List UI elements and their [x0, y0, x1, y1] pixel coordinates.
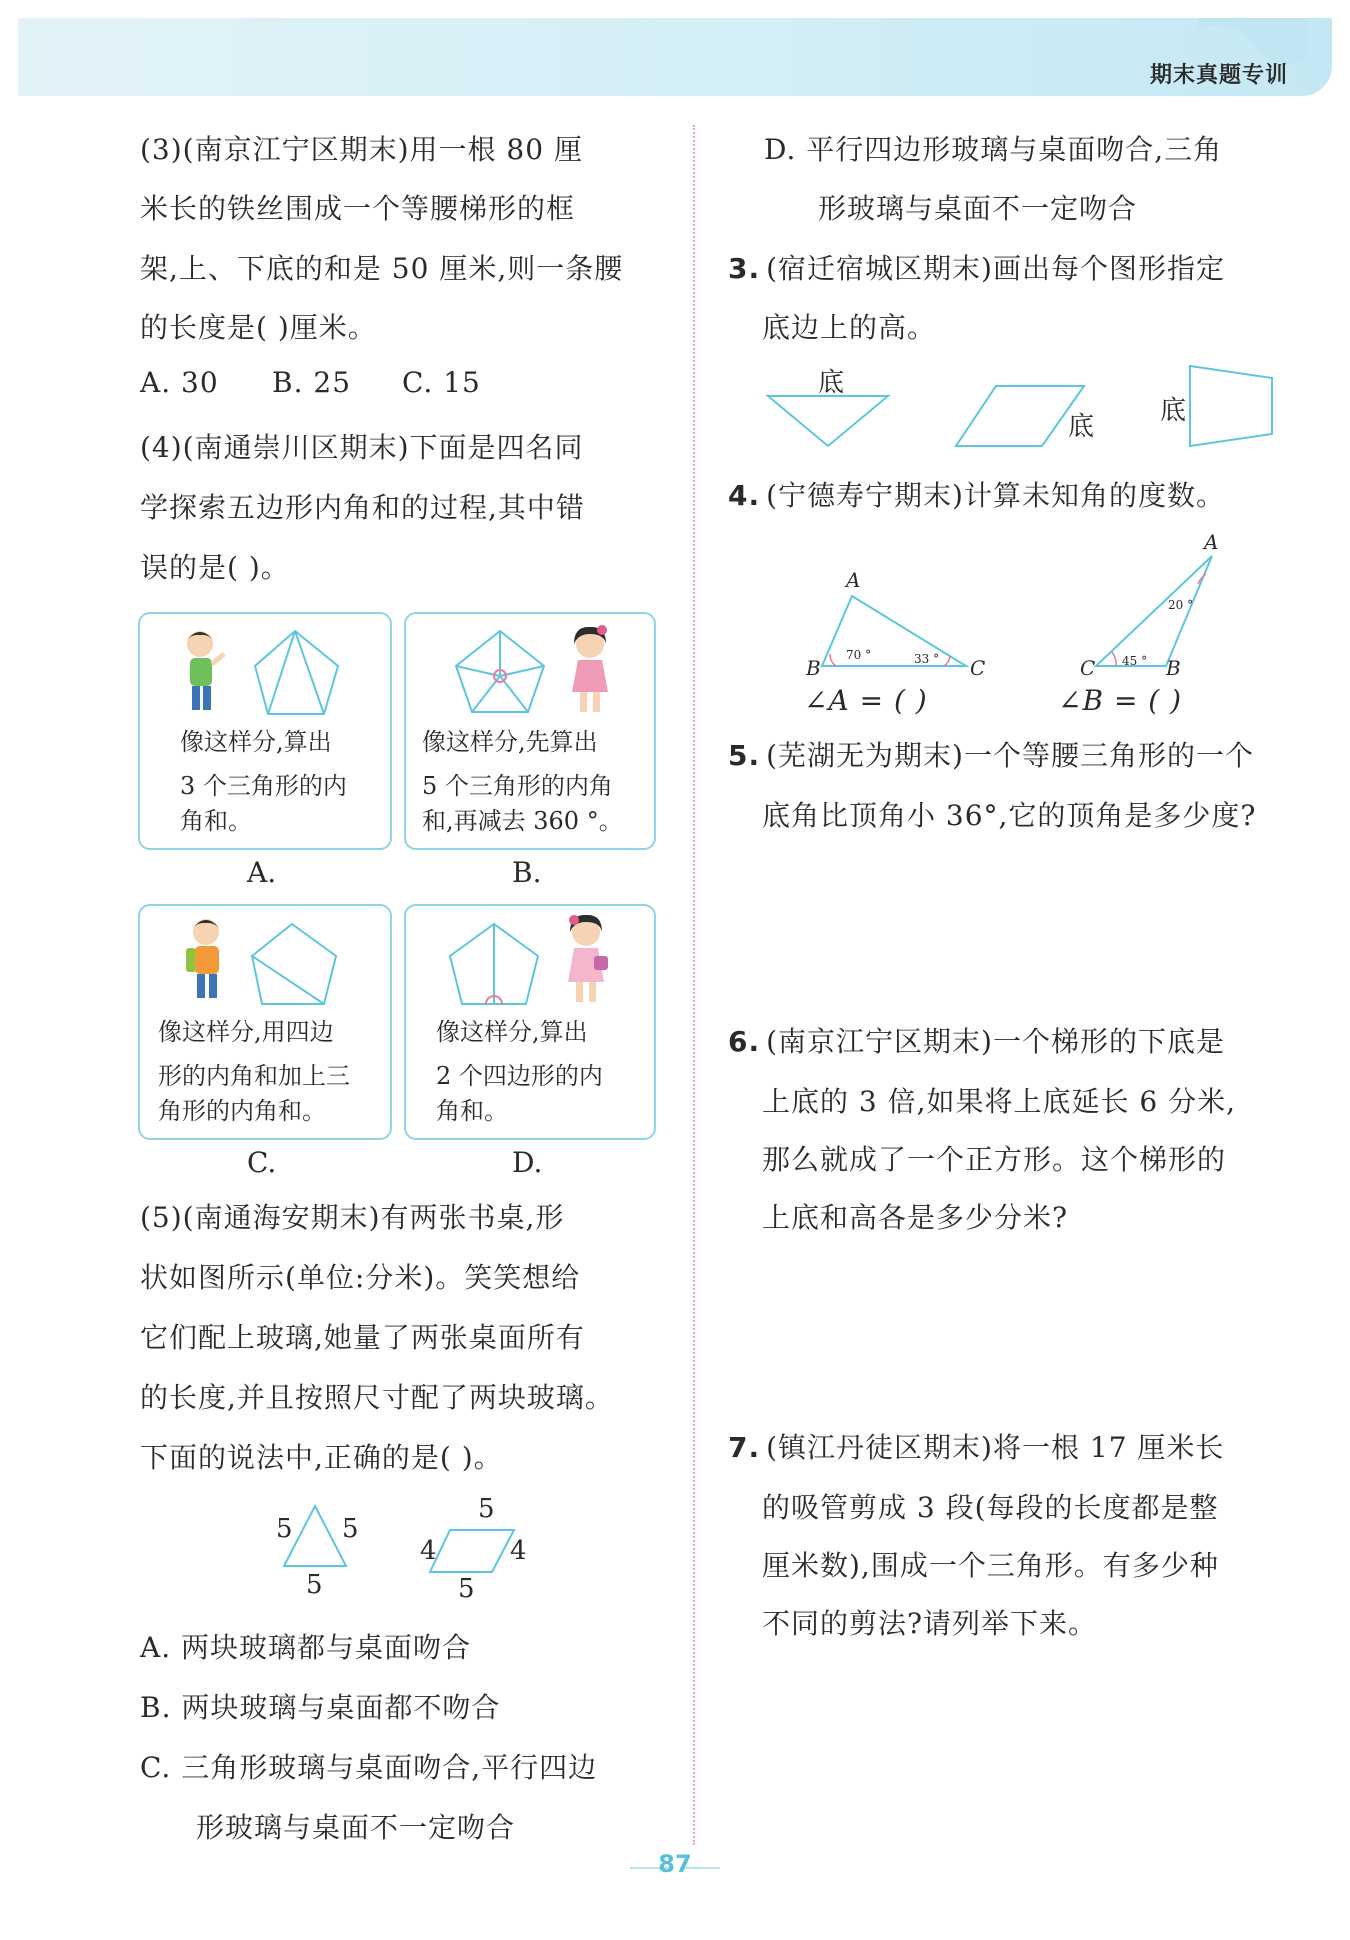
p3-line-1 [728, 247, 1225, 287]
p6-line-3: 那么就成了一个正方形。这个梯形的 [762, 1143, 1227, 1176]
girl-bag-icon [562, 912, 612, 1008]
q5-line-1: (5)(南通海安期末)有两张书桌,形 [140, 1201, 565, 1234]
p6-line-1 [728, 1020, 1225, 1060]
p3-line-2: 底边上的高。 [762, 311, 937, 344]
p4-tri2-angle-a: 20 ° [1168, 598, 1194, 612]
p4-line-1 [728, 474, 1225, 514]
p7-line-2: 的吸管剪成 3 段(每段的长度都是整 [762, 1491, 1219, 1524]
q3-option-b: B. 25 [272, 366, 352, 399]
card-d-text-1: 像这样分,算出 [436, 1018, 588, 1046]
card-a-text-1: 像这样分,算出 [180, 728, 332, 756]
p4-text-1: (宁德寿宁期末)计算未知角的度数。 [766, 479, 1225, 512]
pentagon-split-b-icon [452, 626, 552, 721]
q5-line-4: 的长度,并且按照尺寸配了两块玻璃。 [140, 1381, 614, 1414]
q5-line-3: 它们配上玻璃,她量了两张桌面所有 [140, 1321, 585, 1354]
q3-line-1: (3)(南京江宁区期末)用一根 80 厘 [140, 133, 583, 166]
p3-base-label-2: 底 [1068, 412, 1095, 442]
p4-tri2-answer: ∠B = ( ) [1058, 684, 1183, 717]
p6-line-2: 上底的 3 倍,如果将上底延长 6 分米, [762, 1085, 1237, 1118]
parallelogram-side-right: 4 [510, 1536, 527, 1566]
q5-option-c-line-1: C. 三角形玻璃与桌面吻合,平行四边 [140, 1751, 598, 1784]
q5-option-b: B. 两块玻璃与桌面都不吻合 [140, 1691, 501, 1724]
column-divider [693, 125, 695, 1845]
q4-line-1: (4)(南通崇川区期末)下面是四名同 [140, 431, 584, 464]
p5-number: 5. [728, 739, 761, 772]
p4-tri1-vertex-b: B [806, 656, 821, 680]
card-c-text-1: 像这样分,用四边 [158, 1018, 334, 1046]
p7-line-1 [728, 1426, 1224, 1466]
p3-base-label-1: 底 [818, 368, 845, 398]
triangle-side-right: 5 [342, 1514, 359, 1544]
card-b-text-3: 和,再减去 360 °。 [422, 807, 623, 835]
card-b-text-2: 5 个三角形的内角 [422, 772, 613, 800]
parallelogram-desk-figure [428, 1526, 518, 1576]
q5-option-d-line-2: 形玻璃与桌面不一定吻合 [818, 192, 1138, 225]
p5-text-1: (芜湖无为期末)一个等腰三角形的一个 [766, 739, 1254, 772]
q4-card-d [404, 904, 656, 1140]
p3-inverted-triangle [766, 394, 890, 448]
card-c-text-3: 角形的内角和。 [158, 1097, 326, 1125]
page-number: 87 [658, 1850, 692, 1878]
p4-tri1-angle-c: 33 ° [914, 652, 940, 666]
triangle-side-left: 5 [276, 1514, 293, 1544]
girl-icon [566, 624, 616, 719]
card-b-text-1: 像这样分,先算出 [422, 728, 598, 756]
pentagon-split-d-icon [446, 920, 546, 1010]
p4-tri2-vertex-c: C [1080, 656, 1096, 680]
p6-text-1: (南京江宁区期末)一个梯形的下底是 [766, 1025, 1225, 1058]
q3-line-4: 的长度是( )厘米。 [140, 311, 377, 344]
card-a-text-2: 3 个三角形的内 [180, 772, 347, 800]
q4-line-3: 误的是( )。 [140, 551, 290, 584]
boy-backpack-icon [182, 914, 232, 1006]
card-c-letter: C. [247, 1146, 277, 1179]
p4-tri2-vertex-b: B [1166, 656, 1181, 680]
card-b-letter: B. [512, 856, 542, 889]
p3-parallelogram [954, 384, 1086, 448]
q4-card-c [138, 904, 392, 1140]
p7-line-3: 厘米数),围成一个三角形。有多少种 [762, 1549, 1219, 1582]
p7-line-4: 不同的剪法?请列举下来。 [762, 1607, 1098, 1640]
p6-line-4: 上底和高各是多少分米? [762, 1201, 1069, 1234]
parallelogram-side-left: 4 [420, 1536, 437, 1566]
p4-tri1-vertex-c: C [970, 656, 986, 680]
q5-option-a: A. 两块玻璃都与桌面吻合 [140, 1631, 472, 1664]
q3-line-2: 米长的铁丝围成一个等腰梯形的框 [140, 192, 576, 225]
page-header-title: 期末真题专训 [1149, 63, 1288, 88]
p3-trapezoid [1186, 364, 1276, 450]
pentagon-split-c-icon [248, 920, 348, 1010]
card-d-text-2: 2 个四边形的内 [436, 1062, 603, 1090]
p4-tri1-vertex-a: A [846, 568, 861, 592]
header-band [18, 18, 1332, 96]
q5-option-d-line-1: D. 平行四边形玻璃与桌面吻合,三角 [764, 133, 1223, 166]
p4-tri1-answer: ∠A = ( ) [804, 684, 928, 717]
p5-line-2: 底角比顶角小 36°,它的顶角是多少度? [762, 799, 1257, 832]
card-d-letter: D. [512, 1146, 543, 1179]
card-c-text-2: 形的内角和加上三 [158, 1062, 350, 1090]
q5-line-2: 状如图所示(单位:分米)。笑笑想给 [140, 1261, 581, 1294]
p7-number: 7. [728, 1431, 761, 1464]
q3-option-c: C. 15 [402, 366, 481, 399]
p4-triangle-1 [820, 594, 970, 670]
q4-card-b [404, 612, 656, 850]
p6-number: 6. [728, 1025, 761, 1058]
q3-line-3: 架,上、下底的和是 50 厘米,则一条腰 [140, 252, 624, 285]
p5-line-1 [728, 734, 1254, 774]
card-a-text-3: 角和。 [180, 807, 252, 835]
triangle-side-bottom: 5 [306, 1570, 323, 1600]
card-a-letter: A. [247, 856, 277, 889]
q3-option-a: A. 30 [140, 366, 219, 399]
p3-text-1: (宿迁宿城区期末)画出每个图形指定 [766, 252, 1225, 285]
card-d-text-3: 角和。 [436, 1097, 508, 1125]
p4-tri2-vertex-a: A [1204, 530, 1219, 554]
p7-text-1: (镇江丹徒区期末)将一根 17 厘米长 [766, 1431, 1225, 1464]
q4-card-a [138, 612, 392, 850]
p4-tri1-angle-b: 70 ° [846, 648, 872, 662]
q4-line-2: 学探索五边形内角和的过程,其中错 [140, 491, 585, 524]
parallelogram-side-top: 5 [478, 1494, 495, 1524]
boy-icon [178, 626, 228, 716]
p4-triangle-2 [1094, 554, 1216, 670]
p3-base-label-3: 底 [1160, 396, 1187, 426]
p4-tri2-angle-c: 45 ° [1122, 654, 1148, 668]
pentagon-split-a-icon [250, 626, 350, 721]
q5-line-5: 下面的说法中,正确的是( )。 [140, 1441, 503, 1474]
p4-number: 4. [728, 479, 761, 512]
q5-option-c-line-2: 形玻璃与桌面不一定吻合 [196, 1811, 516, 1844]
p3-number: 3. [728, 252, 761, 285]
parallelogram-side-bottom: 5 [458, 1574, 475, 1604]
